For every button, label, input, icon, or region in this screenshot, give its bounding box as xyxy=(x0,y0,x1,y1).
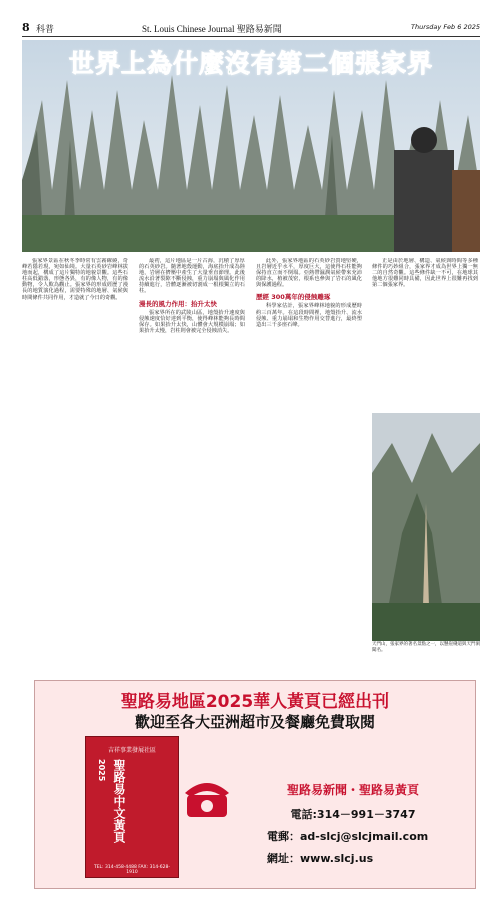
contact-info xyxy=(237,781,469,866)
company-name: 聖路易新聞・聖路易黃頁 xyxy=(286,783,419,797)
photo-caption: 天門山，張家界的著名景點之一，以懸崖棧道與天門洞聞名。 xyxy=(372,642,480,653)
paragraph: 最初，這片地區是一片古海，沉積了厚厚的石英砂岩。隨著地殼運動，海底抬升成為陸地，岩層在擠壓中產生了大量垂直節理。此後流水沿著裂隙不斷侵蝕，重力崩塌與風化作用持續進行，岩體逐漸被切割成一根根獨立的石柱。 xyxy=(139,258,245,295)
issue-date: Thursday Feb 6 2025 xyxy=(411,23,480,31)
ad-title: 聖路易地區2025華人黃頁已經出刊 xyxy=(120,692,390,712)
cover-phone: TEL: 314-458-4488 FAX: 314-628-1910 xyxy=(93,865,171,875)
publication-name: St. Louis Chinese Journal 聖路易新聞 xyxy=(142,24,282,34)
yellow-pages-ad xyxy=(34,680,476,889)
paragraph: 張家界景區在秋冬季時常有雲霧繚繞，奇峰若隱若現，宛如仙境。大量石英砂岩峰林拔地而起，構成了這片獨特的地貌景觀。這些石柱高低錯落，形態各異，有的像人物，有的像動物，令人歎為觀止。張家界的形成經歷了漫長的地質演化過程，需要特殊的地層、氣候與時間條件共同作用，才造就了今日的奇觀。 xyxy=(22,258,128,301)
email-address: 電郵：ad-slcj@slcjmail.com xyxy=(267,830,429,843)
yellow-pages-cover xyxy=(85,736,179,878)
subheading: 漫長的風力作用：抬升太快 xyxy=(139,299,217,308)
website-address: 網址：www.slcj.us xyxy=(267,852,374,865)
tianmen-photo xyxy=(372,413,480,665)
cover-name: 聖路易中文黃頁 xyxy=(112,759,126,843)
article-column-1 xyxy=(22,258,128,666)
article-headline: 世界上為什麼沒有第二個張家界 xyxy=(68,49,433,78)
phone-number: 電話:314－991－3747 xyxy=(290,808,416,821)
article-column-2 xyxy=(139,258,245,666)
page-number: 8 xyxy=(22,21,30,34)
cover-year: 2025 xyxy=(97,759,106,782)
telephone-icon xyxy=(183,773,231,825)
ad-subtitle: 歡迎至各大亞洲超市及餐廳免費取閱 xyxy=(134,713,375,731)
subheading: 歷經 300萬年的侵蝕雕琢 xyxy=(256,293,331,302)
hero-photo xyxy=(22,40,480,252)
article-column-3 xyxy=(256,258,362,666)
paragraph: 張家界所在的武陵山區，地殼抬升速度與侵蝕速度恰好達到平衡，使得峰林能夠長時間保存。如果抬升太快，山體會大規模崩塌；如果抬升太慢，岩柱則會被完全侵蝕消失。 xyxy=(139,309,245,334)
paragraph: 科學家估計，張家界峰林地貌的形成歷時約三百萬年。在這段時間裡，地殼抬升、流水侵蝕、重力崩塌和生物作用交替進行，最終塑造出三千多座石峰。 xyxy=(256,303,362,328)
paragraph: 正是由於地層、構造、氣候與時間等多種條件的巧妙組合，張家界才成為世界上獨一無二的自然奇觀。這些條件缺一不可，在地球其他地方很難同時具備，因此世界上很難再找到第二個張家界。 xyxy=(372,258,478,289)
page-header xyxy=(22,20,480,37)
cover-title: 吉祥事業發展社區 xyxy=(107,747,156,754)
section-label: 科普 xyxy=(36,25,55,35)
paragraph: 此外，張家界地區的石英砂岩質地堅硬，且岩層近乎水平，厚度巨大，這使得石柱能夠保持直立而不倒塌。亞熱帶濕潤氣候帶來充沛的降水，植被茂密，根系也參與了岩石的風化與保護過程。 xyxy=(256,258,362,289)
